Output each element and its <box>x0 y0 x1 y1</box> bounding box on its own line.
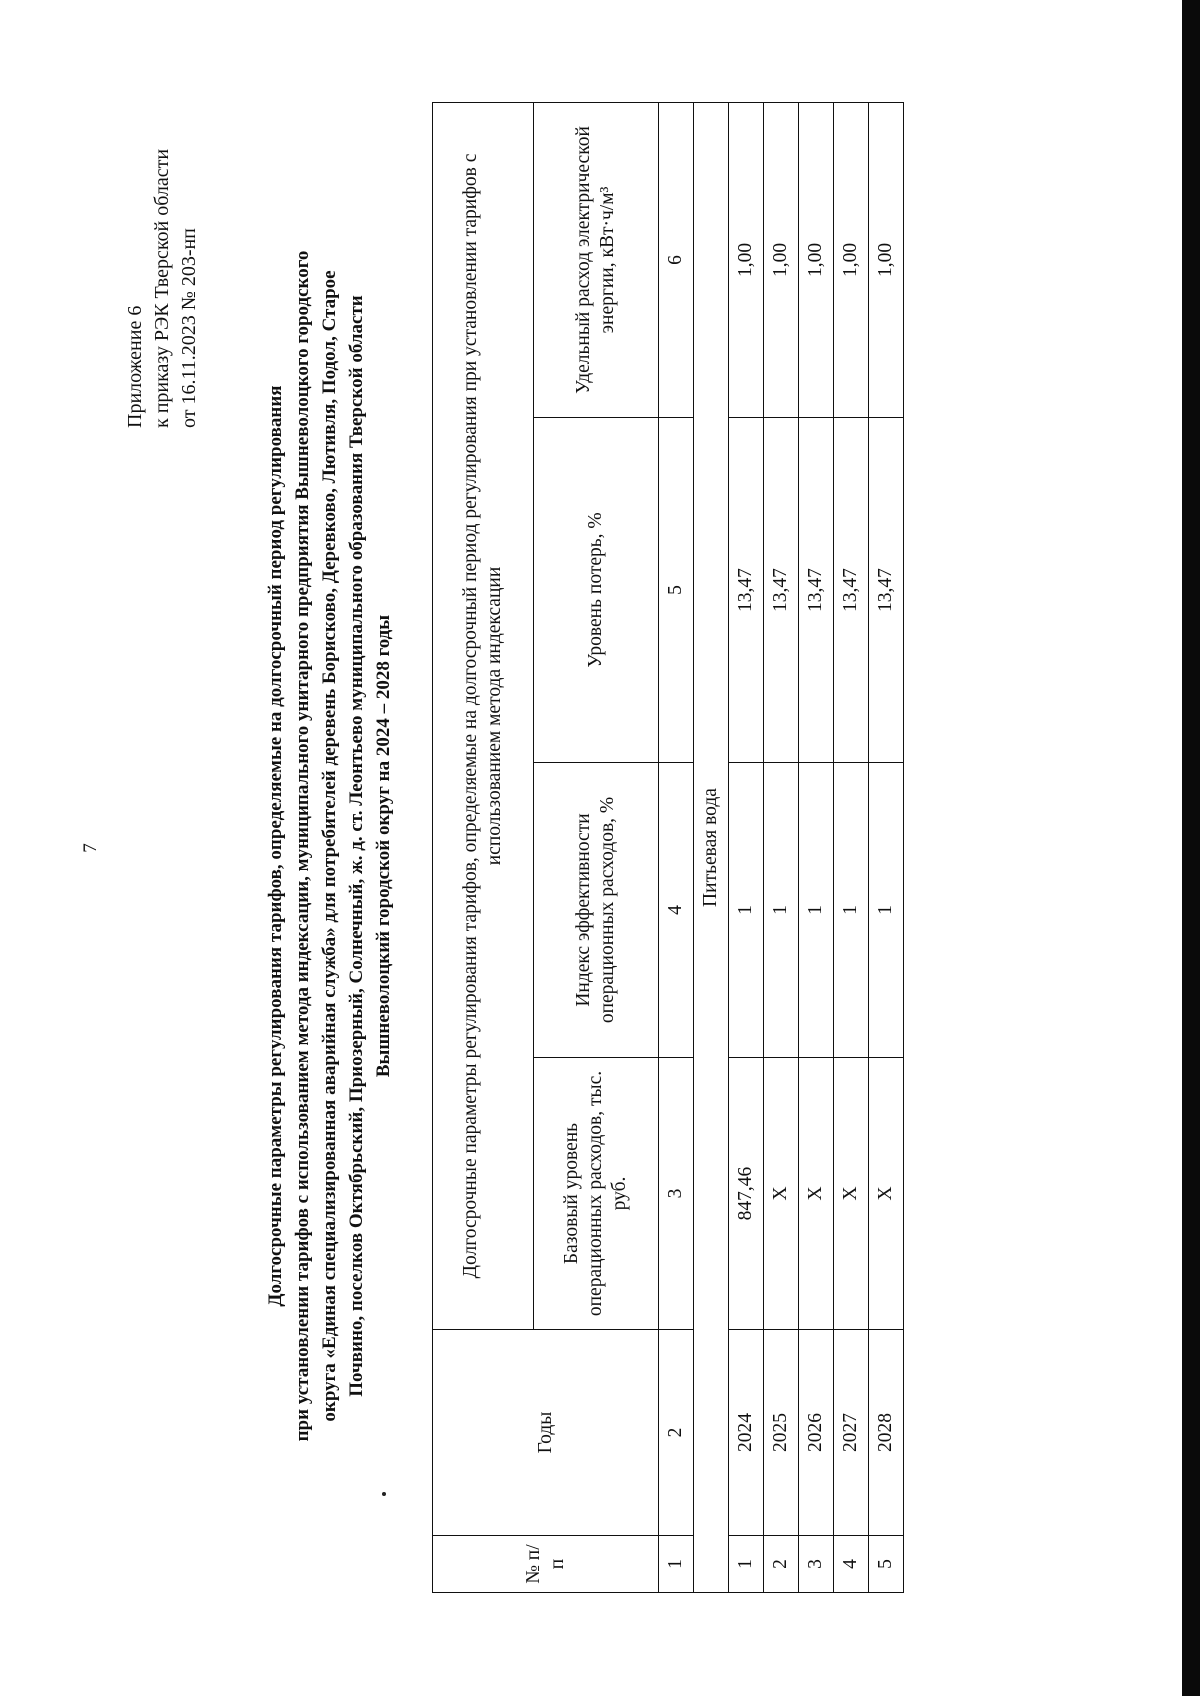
header-efficiency-index: Индекс эффективности операционных расходов, % <box>534 763 659 1058</box>
cell-energy: 1,00 <box>729 102 764 417</box>
cell-base: X <box>834 1058 869 1330</box>
header-group: Долгосрочные параметры регулирования тарифов, определяемые на долгосрочный период регулирования при установлении тарифов с использованием метода индексации <box>433 102 534 1329</box>
cell-energy: 1,00 <box>869 102 904 417</box>
header-base-level: Базовый уровень операционных расходов, тыс. руб. <box>534 1058 659 1330</box>
cell-loss: 13,47 <box>764 418 799 763</box>
cell-loss: 13,47 <box>869 418 904 763</box>
cell-base: X <box>764 1058 799 1330</box>
section-title: Питьевая вода <box>694 102 729 1592</box>
cell-num: 3 <box>799 1536 834 1593</box>
header-loss-level: Уровень потерь, % <box>534 418 659 763</box>
cell-year: 2026 <box>799 1330 834 1536</box>
cell-energy: 1,00 <box>799 102 834 417</box>
document-title <box>262 146 397 1546</box>
cell-num: 4 <box>834 1536 869 1593</box>
cell-index: 1 <box>799 763 834 1058</box>
table-row <box>869 102 904 1592</box>
cell-index: 1 <box>729 763 764 1058</box>
tariff-parameters-table <box>432 102 904 1593</box>
cell-energy: 1,00 <box>764 102 799 417</box>
cell-index: 1 <box>764 763 799 1058</box>
appendix-line-2: к приказу РЭК Тверской области <box>151 148 173 428</box>
cell-num: 1 <box>729 1536 764 1593</box>
column-number: 1 <box>659 1536 694 1593</box>
header-num: № п/п <box>433 1536 659 1593</box>
cell-base: X <box>799 1058 834 1330</box>
section-row <box>694 102 729 1592</box>
title-line-3: округа «Единая специализированная аварийная служба» для потребителей деревень Борисково, Деревково, Лютивля, Подол, Старое <box>319 270 340 1422</box>
title-line-1: Долгосрочные параметры регулирования тарифов, определяемые на долгосрочный период регулирования <box>265 385 286 1307</box>
title-line-5: Вышневолоцкий городской округ на 2024 – 2028 годы <box>373 614 394 1078</box>
cell-year: 2025 <box>764 1330 799 1536</box>
cell-year: 2027 <box>834 1330 869 1536</box>
cell-index: 1 <box>834 763 869 1058</box>
column-number-row <box>659 102 694 1592</box>
table-row <box>834 102 869 1592</box>
cell-loss: 13,47 <box>799 418 834 763</box>
appendix-line-3: от 16.11.2023 № 203-нп <box>178 228 200 428</box>
cell-num: 2 <box>764 1536 799 1593</box>
header-row <box>433 102 534 1592</box>
cell-loss: 13,47 <box>834 418 869 763</box>
appendix-reference <box>122 149 203 428</box>
cell-index: 1 <box>869 763 904 1058</box>
page-number: 7 <box>80 843 101 853</box>
table-row <box>729 102 764 1592</box>
column-number: 2 <box>659 1330 694 1536</box>
column-number: 5 <box>659 418 694 763</box>
cell-year: 2028 <box>869 1330 904 1536</box>
table-row <box>764 102 799 1592</box>
column-number: 4 <box>659 763 694 1058</box>
cell-energy: 1,00 <box>834 102 869 417</box>
cell-base: X <box>869 1058 904 1330</box>
column-number: 6 <box>659 102 694 417</box>
cell-num: 5 <box>869 1536 904 1593</box>
title-line-2: при установлении тарифов с использованием метода индексации, муниципального унитарного предприятия Вышневолоцкого городского <box>292 250 313 1442</box>
column-number: 3 <box>659 1058 694 1330</box>
appendix-line-1: Приложение 6 <box>124 305 146 428</box>
header-years: Годы <box>433 1330 659 1536</box>
table-row <box>799 102 834 1592</box>
title-line-4: Почвино, поселков Октябрьский, Приозерный, Солнечный, ж. д. ст. Леонтьево муниципального образования Тверской области <box>346 295 367 1397</box>
cell-year: 2024 <box>729 1330 764 1536</box>
cell-loss: 13,47 <box>729 418 764 763</box>
header-specific-consumption: Удельный расход электрической энергии, кВт·ч/м³ <box>534 102 659 417</box>
cell-base: 847,46 <box>729 1058 764 1330</box>
